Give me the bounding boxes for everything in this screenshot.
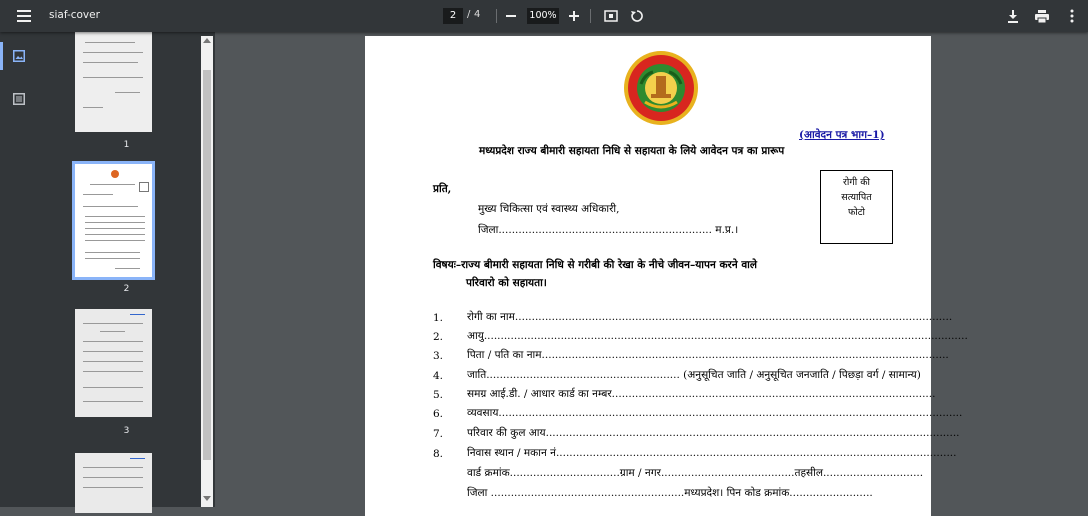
scroll-down-icon[interactable] (203, 496, 211, 501)
more-options-icon[interactable] (1066, 8, 1078, 24)
field-number: 8. (433, 448, 444, 460)
field-caste: जाति.......................................................... (अनुसूचित जाति / अनुसूचित जनजाति / पिछड़ा वर्ग / सामान्य) (467, 369, 921, 381)
patient-photo-box (820, 170, 893, 244)
subject-line: विषयः–राज्य बीमारी सहायता निधि से गरीबी की रेखा के नीचे जीवन–यापन करने वाले (433, 259, 757, 271)
field-patient-name: रोगी का नाम................................................................................................................................... (467, 311, 953, 323)
thumbnail-pane (38, 32, 215, 507)
field-number: 1. (433, 312, 444, 324)
print-icon[interactable] (1034, 8, 1050, 24)
sidebar-rail (0, 32, 38, 507)
field-occupation: व्यवसाय........................................................................................................................................... (467, 407, 963, 419)
field-number: 7. (433, 428, 444, 440)
photo-box-label: फोटो (847, 207, 866, 218)
field-family-income: परिवार की कुल आय............................................................................................................................ (467, 427, 960, 439)
thumbnail-label: 2 (123, 284, 130, 294)
thumbnail-scrollbar[interactable] (201, 36, 213, 507)
divider (590, 9, 591, 23)
form-heading: मध्यप्रदेश राज्य बीमारी सहायता निधि से सहायता के लिये आवेदन पत्र का प्रारूप (479, 145, 785, 157)
download-icon[interactable] (1005, 8, 1021, 24)
addressee: मुख्य चिकित्सा एवं स्वास्थ्य अधिकारी, (478, 203, 620, 215)
selected-indicator (0, 42, 3, 70)
fit-page-icon[interactable] (603, 8, 619, 24)
pdf-toolbar (0, 0, 1088, 32)
page-total: 4 (474, 9, 481, 20)
field-number: 3. (433, 350, 444, 362)
field-number: 5. (433, 389, 444, 401)
thumbnail-page-3[interactable] (75, 309, 152, 417)
field-samagra-aadhaar: समग्र आई.डी. / आधार कार्ड का नम्बर................................................................................................. (467, 388, 936, 400)
field-district-pincode: जिला ..........................................................मध्यप्रदेश। पिन कोड क्रमांक......................... (467, 487, 873, 499)
thumbnail-page-4[interactable] (75, 453, 152, 513)
subject-line: परिवारो को सहायता। (466, 277, 547, 289)
field-ward-village-tehsil: वार्ड क्रमांक.................................ग्राम / नगर........................................तहसील.............................. (467, 467, 924, 479)
zoom-input[interactable]: 100% (527, 8, 559, 24)
field-age: आयु................................................................................................................................................. (467, 330, 968, 342)
page-number-input[interactable]: 2 (443, 8, 463, 24)
menu-icon[interactable] (12, 6, 36, 26)
district-line: जिला................................................................ म.प्र.। (478, 224, 739, 236)
page-separator: / (467, 9, 471, 20)
zoom-in-icon[interactable] (567, 8, 581, 24)
divider (496, 9, 497, 23)
field-number: 2. (433, 331, 444, 343)
thumbnail-label: 3 (123, 426, 130, 436)
document-title: siaf-cover (49, 9, 100, 21)
photo-box-label: सत्यापित (841, 192, 872, 203)
thumbnail-page-2[interactable] (75, 164, 152, 277)
zoom-out-icon[interactable] (504, 8, 518, 24)
scrollbar-thumb[interactable] (203, 70, 211, 460)
field-number: 4. (433, 370, 444, 382)
salutation: प्रति, (433, 183, 452, 195)
outline-icon[interactable] (11, 91, 27, 107)
form-part-reference: (आवेदन पत्र भाग–1) (799, 129, 885, 141)
rotate-icon[interactable] (629, 8, 645, 24)
scroll-up-icon[interactable] (203, 38, 211, 43)
thumbnail-page-1[interactable] (75, 32, 152, 132)
mp-government-emblem-logo (623, 50, 699, 126)
thumbnail-label: 1 (123, 140, 130, 150)
field-residence: निवास स्थान / मकान नं........................................................................................................................ (467, 447, 957, 459)
thumbnails-icon[interactable] (11, 48, 27, 64)
document-page (365, 36, 968, 516)
photo-box-label: रोगी की (843, 177, 870, 188)
field-number: 6. (433, 408, 444, 420)
field-father-husband-name: पिता / पति का नाम.......................................................................................................................... (467, 349, 949, 361)
